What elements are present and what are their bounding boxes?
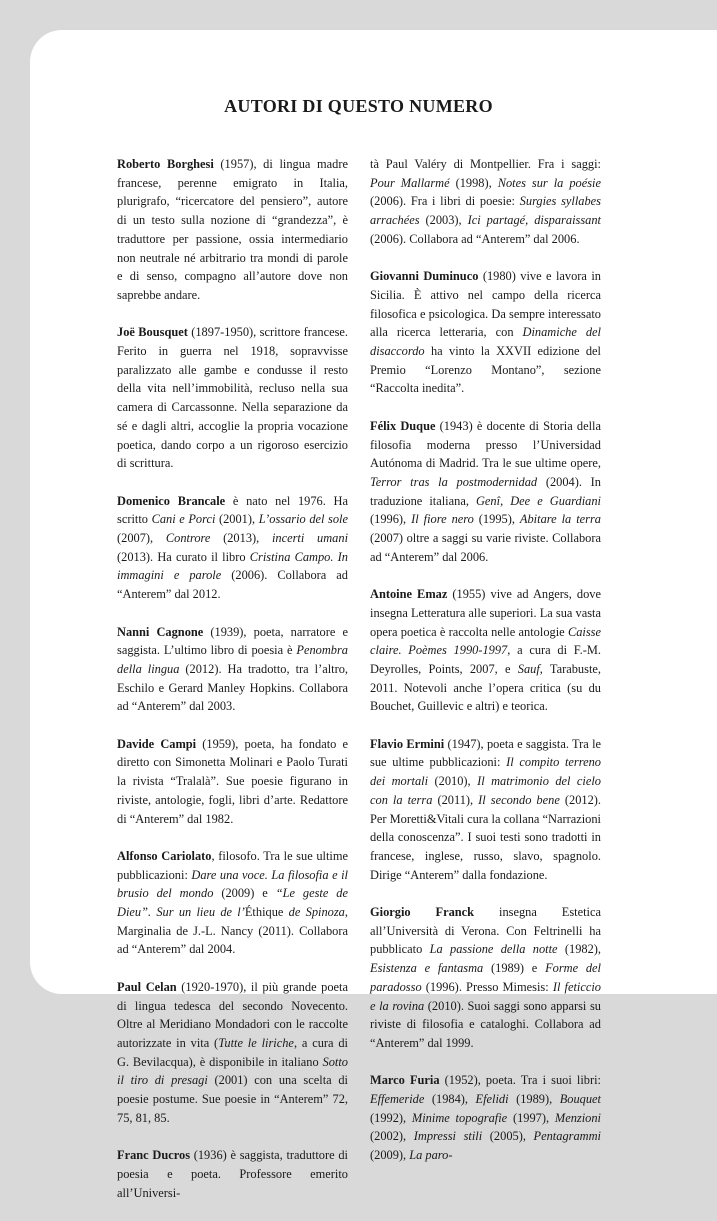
author-name: Antoine Emaz	[370, 587, 448, 602]
work-title: Efelidi	[475, 1092, 509, 1107]
author-entry	[117, 978, 348, 1128]
author-entry	[370, 267, 601, 398]
work-title: Esistenza e fantasma	[370, 961, 484, 976]
entry-text: (1995),	[473, 512, 520, 527]
entry-text: (1984),	[424, 1092, 476, 1107]
work-title: La paro-	[409, 1148, 453, 1163]
entry-text: (2013),	[210, 531, 272, 546]
author-name: Giorgio Franck	[370, 905, 475, 920]
entry-text: (2007) oltre a saggi su varie riviste. Collabora ad “Anterem” dal 2006.	[370, 531, 601, 564]
entry-text: (2009) e	[213, 886, 276, 901]
entry-text: (2012). Per Moretti&Vitali cura la collana “Narrazioni della conoscenza”. I suoi testi sono tradotti in francese, inglese, russo, slavo, spagnolo. Dirige “Anterem” dalla fondazione.	[370, 792, 602, 882]
author-entry	[370, 585, 601, 716]
entry-text: (2003),	[419, 213, 468, 228]
entry-text: (1989),	[508, 1092, 560, 1107]
entry-text: (1920-1970), il più grande poeta di lingua tedesca del secondo Novecento. Oltre al Meridiano Mondadori con le raccolte autorizzate in vita (	[117, 979, 349, 1050]
author-entry	[117, 492, 348, 604]
entry-text: (1996). Presso Mimesis:	[421, 979, 553, 994]
author-entry	[370, 903, 601, 1053]
entry-text: , Tarabuste, 2011. Notevoli anche l’opera critica (su du Bouchet, Guillevic e altri) e teorica.	[370, 661, 601, 714]
work-title: Cristina Campo. In immagini e parole	[117, 549, 348, 583]
work-title: Pour Mallarmé	[370, 175, 450, 190]
entry-text: (2010),	[428, 774, 478, 789]
entry-text: (1998),	[449, 175, 498, 190]
author-name: Nanni Cagnone	[117, 624, 204, 639]
work-title: Sauf	[517, 661, 540, 676]
entry-text: , a cura di F.-M. Deyrolles, Points, 2007, e	[370, 643, 601, 676]
work-title: incerti umani	[271, 531, 349, 546]
work-title: Bouquet	[559, 1092, 601, 1107]
author-name: Roberto Borghesi	[117, 157, 214, 171]
entry-text: , a cura di G. Bevilacqua), è disponibile in italiano	[117, 1035, 348, 1069]
author-name: Flavio Ermini	[370, 736, 445, 751]
entry-text: insegna Estetica all’Università di Verona. Con Feltrinelli ha pubblicato	[370, 905, 601, 957]
entry-text: , filosofo. Tra le sue ultime pubblicazioni:	[117, 848, 348, 882]
entry-text: (2001) con una scelta di poesie postume. Sue poesie in “Anterem” 72, 75, 81, 85.	[117, 1073, 348, 1125]
work-title: La passione della notte	[429, 942, 558, 957]
work-title: Effemeride	[370, 1092, 425, 1107]
entry-text: (1997),	[507, 1110, 555, 1125]
entry-text: (1955) vive ad Angers, dove insegna Letteratura alle superiori. La sua vasta opera poetica è raccolta nelle antologie	[370, 587, 601, 639]
author-entry	[370, 155, 601, 249]
author-name: Davide Campi	[117, 736, 197, 751]
entry-text: (1992),	[370, 1110, 412, 1125]
author-entry	[370, 735, 601, 885]
author-name: Domenico Brancale	[117, 493, 226, 508]
work-title: Menzioni	[554, 1110, 602, 1125]
page-title: AUTORI DI QUESTO NUMERO	[224, 96, 493, 116]
author-entry	[117, 623, 348, 717]
work-title: Ici partagé, disparaissant	[467, 213, 601, 228]
entry-text: è nato nel 1976. Ha scritto	[117, 493, 348, 527]
work-title: “Le geste de Dieu”. Sur un lieu de l’	[117, 886, 348, 920]
entry-text: (2006). Collabora ad “Anterem” dal 2006.	[370, 231, 580, 246]
entry-text: (1936) è saggista, traduttore di poesia e poeta. Professore emerito all’Universi-	[117, 1148, 348, 1200]
author-entry	[117, 323, 348, 473]
author-name: Franc Ducros	[117, 1148, 191, 1163]
work-title: Caisse claire. Poèmes 1990-1997	[370, 624, 601, 658]
entry-text: (2004). In traduzione italiana,	[370, 474, 601, 508]
author-name: Paul Celan	[117, 979, 177, 994]
entry-text: (1897-1950), scrittore francese. Ferito in guerra nel 1918, sopravvisse paralizzato alle gambe e condusse il resto della vita nell’immobilità, recluso nella sua camera di Carcassonne. Nella separazione da sé e dagli altri, accoglie la propria vocazione poetica, dando corpo a un rigoroso esercizio di scrittura.	[117, 325, 348, 471]
work-title: Abitare la terra	[519, 512, 601, 527]
work-title: Impressi stili	[413, 1129, 483, 1144]
entry-text: (1939), poeta, narratore e saggista. L’ultimo libro di poesia è	[117, 624, 348, 658]
author-name: Alfonso Cariolato	[117, 848, 212, 863]
work-title: Surgies syllabes arrachées	[370, 194, 602, 228]
entry-text: (2007),	[117, 531, 166, 546]
work-title: Dinamiche del disaccordo	[370, 325, 601, 359]
work-title: Dare una voce. La filosofia e il brusio del mondo	[117, 867, 348, 901]
entry-text: (1943) è docente di Storia della filosofia moderna presso l’Universidad Autónoma di Madrid. Tra le sue ultime opere,	[370, 418, 601, 471]
work-title: Genî, Dee e Guardiani	[475, 493, 601, 508]
author-entry	[117, 1146, 348, 1202]
entry-text: , Marginalia de J.-L. Nancy (2011). Collabora ad “Anterem” dal 2004.	[117, 905, 348, 957]
work-title: Il feticcio e la rovina	[370, 979, 601, 1013]
entry-text: (1952), poeta. Tra i suoi libri:	[439, 1073, 602, 1088]
entry-text: (1996),	[370, 512, 412, 527]
work-title: Forme del paradosso	[370, 961, 601, 994]
entry-text: (1982),	[557, 942, 602, 957]
entry-text: (1989) e	[483, 961, 546, 976]
entry-text: (2013). Ha curato il libro	[117, 549, 250, 564]
work-title: Il fiore nero	[411, 512, 474, 527]
entry-text: (2002),	[370, 1129, 414, 1144]
work-title: Minime topografie	[411, 1110, 508, 1125]
entry-text: (2010). Suoi saggi sono apparsi su riviste di filosofia e cataloghi. Collabora ad “Anterem” dal 1999.	[370, 998, 601, 1050]
author-entry	[370, 417, 601, 567]
entry-text: (2011),	[432, 792, 479, 807]
author-name: Marco Furia	[370, 1073, 440, 1088]
work-title: Tutte le liriche	[218, 1035, 294, 1050]
entry-text: (2009),	[370, 1148, 410, 1163]
entry-text: (1947), poeta e saggista. Tra le sue ultime pubblicazioni:	[370, 736, 602, 770]
work-title: Il matrimonio del cielo con la terra	[370, 774, 601, 807]
work-title: Sotto il tiro di presagi	[117, 1054, 348, 1088]
entry-text: (1980) vive e lavora in Sicilia. È attivo nel campo della ricerca filosofica e psicologica. Da sempre interessato alla ricerca letteraria, con	[370, 269, 601, 340]
entry-text: (2006). Collabora ad “Anterem” dal 2012.	[117, 568, 348, 602]
right-column	[370, 155, 601, 1184]
work-title: Pentagrammi	[533, 1129, 601, 1144]
author-name: Félix Duque	[370, 418, 436, 433]
entry-text: (2001),	[215, 512, 259, 527]
author-entry	[117, 847, 348, 959]
work-title: L’ossario del sole	[258, 512, 348, 527]
work-title: Il secondo bene	[478, 792, 560, 807]
entry-text: (1957), di lingua madre francese, perenne emigrato in Italia, plurigrafo, “ricercatore del pensiero”, autore di un testo sulla nozione di “grandezza”, è traduttore per passione, ossia intermediario non neutrale né arbitrario tra mondi di parole e di senso, compagno all’autore dove non saprebbe andare.	[117, 157, 348, 302]
author-entry	[117, 155, 348, 305]
work-title: Controre	[165, 531, 211, 546]
entry-text: ha vinto la XXVII edizione del Premio “Lorenzo Montano”, sezione “Raccolta inedita”.	[370, 344, 601, 396]
author-name: Joë Bousquet	[117, 325, 188, 340]
work-title: Cani e Porci	[151, 512, 216, 527]
entry-text: (2006). Fra i libri di poesie:	[370, 194, 520, 209]
entry-text: (1959), poeta, ha fondato e diretto con Simonetta Molinari e Paolo Turati la rivista “Tralalà”. Sue poesie figurano in riviste, antologie, fogli, libri d’arte. Redattore di “Anterem” dal 1982.	[117, 736, 348, 826]
entry-text: Éthique	[244, 905, 289, 920]
entry-text: (2012). Ha tradotto, tra l’altro, Eschilo e Gerard Manley Hopkins. Collabora ad “Anterem” dal 2003.	[117, 661, 348, 714]
work-title: Notes sur la poésie	[497, 175, 601, 190]
author-entry	[117, 735, 348, 829]
work-title: Il compito terreno dei mortali	[370, 755, 601, 789]
author-entry	[370, 1071, 601, 1165]
work-title: de Spinoza	[288, 905, 345, 920]
work-title: Terror tras la postmodernidad	[370, 474, 538, 489]
work-title: Penombra della lingua	[117, 643, 348, 676]
left-column	[117, 155, 348, 1221]
entry-text: tà Paul Valéry di Montpellier. Fra i saggi:	[370, 157, 601, 171]
author-name: Giovanni Duminuco	[370, 269, 479, 284]
entry-text: (2005),	[482, 1129, 534, 1144]
